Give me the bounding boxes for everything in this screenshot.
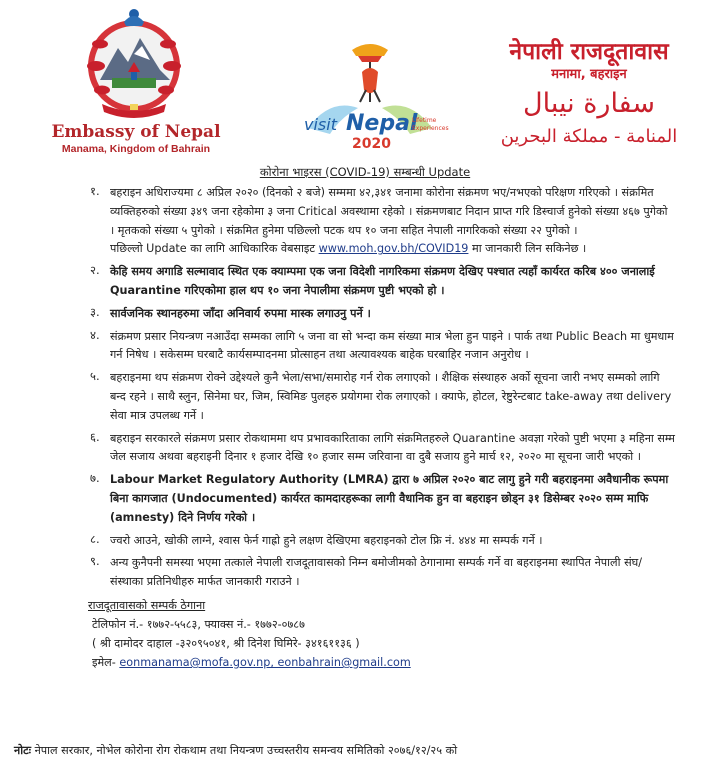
item-text: बहराइन सरकारले संक्रमण प्रसार रोकथाममा थप प्रभावकारिताका लागि संक्रमितहरुले Quarantine अवज्ञा गरेको पुष्टी भएमा ३ महिना सम्म जेल सजाय अथवा बहराइनी दिनार १ हजार देखि १० हजार सम्म जरिवाना वा दुबै सजाय हुने मार्च १२, २०२० मा सूचना जारी भएको । [110, 431, 675, 464]
embassy-arabic-title: سفارة نيبال [523, 88, 655, 119]
contact-heading: राजदूतावासको सम्पर्क ठेगाना [88, 598, 206, 612]
moh-website-link[interactable]: www.moh.gov.bh/COVID19 [318, 242, 469, 256]
notice-items [0, 184, 724, 672]
visit-nepal-2020-logo [300, 38, 449, 158]
svg-text:visit: visit [304, 115, 337, 134]
embassy-nepali-subtitle: मनामा, बहराइन [551, 67, 627, 82]
item-number: ६. [90, 429, 100, 444]
notice-item-8 [0, 532, 724, 551]
embassy-nepali-title: नेपाली राजदूतावास [509, 39, 669, 65]
logo-brand-text: Nepal [346, 111, 418, 136]
item-number: ५. [90, 369, 100, 384]
svg-text:2020: 2020 [352, 136, 391, 152]
item-text: सार्वजनिक स्थानहरुमा जाँदा अनिवार्य रुपमा मास्क लगाउनु पर्ने । [110, 306, 371, 320]
notice-item-6 [0, 430, 724, 468]
item-text: बहराइन अधिराज्यमा ८ अप्रिल २०२० (दिनको २ बजे) सम्ममा ४२,३४१ जनामा कोरोना संक्रमण भए/नभएको परिक्षण गरिएको । संक्रमित व्यक्तिहरुको संख्या ३४९ जना रहेकोमा ३ जना Critical अवस्थामा रहेको । संक्रमणबाट निदान प्राप्त गरि डिस्चार्ज हुनेको संख्या ४६७ पुगेको । मृतकको संख्या ५ पुगेको । संक्रमित हुनेमा पछिल्लो पटक थप १० जना सहित नेपाली नागरिकको संख्या २२ पुगेको । पछिल्लो Update का लागि आधिकारिक वेबसाइट www.moh.gov.bh/COVID19 मा जानकारी लिन सकिनेछ । [110, 186, 668, 256]
nepal-emblem-icon [78, 8, 190, 120]
svg-text:Lifetime: Lifetime [412, 117, 437, 124]
contact-phone-fax: टेलिफोन नं.- १७७२-५५८३, फ्याक्स नं.- १७७२-०७८७ [92, 617, 305, 631]
document-subject: कोरोना भाइरस (COVID-19) सम्बन्धी Update [259, 165, 471, 179]
notice-item-2 [0, 263, 724, 301]
note-label: नोटः [14, 744, 32, 757]
item-number: २. [90, 263, 100, 278]
item-number: ९. [90, 554, 100, 569]
contact-persons: ( श्री दामोदर दाहाल -३२०९५०४१, श्री दिनेश घिमिरे- ३४१६११३६ ) [92, 636, 360, 650]
item-text: बहराइनमा थप संक्रमण रोक्ने उद्देश्यले कुनै भेला/सभा/समारोह गर्न रोक लगाएको । शैक्षिक संस्थाहरु अर्को सूचना जारी नभए सम्मको लागि बन्द रहने । साथै स्लुन, सिनेमा घर, जिम, स्विमिङ पुलहरु प्रयोगमा रोक लगाएको । क्याफे, होटल, रेष्टुरेन्टबाट take-away तथा delivery सेवा मात्र उपलब्ध गर्ने । [110, 371, 672, 422]
notice-item-9 [0, 554, 724, 592]
item-number: ७. [90, 471, 100, 486]
email-links[interactable]: eonmanama@mofa.gov.np, eonbahrain@gmail.com [119, 655, 411, 669]
embassy-arabic-subtitle: المنامة - مملكة البحرين [500, 126, 678, 147]
item-text: केहि समय अगाडि सल्मावाद स्थित एक क्याम्पमा एक जना विदेशी नागरिकमा संक्रमण देखिए पश्चात त्यहाँ कार्यरत करिब ४०० जनालाई Quarantine गरिएकोमा हाल थप १० जना नेपालीमा संक्रमण पुष्टी भएको हो । [110, 265, 655, 297]
item-number: ४. [90, 327, 100, 342]
footer-note [14, 742, 714, 760]
email-label: इमेल- [92, 655, 116, 669]
item-text: संक्रमण प्रसार नियन्त्रण नआउँदा सम्मका लागि ५ जना वा सो भन्दा कम संख्या मात्र भेला हुन पाइने । पार्क तथा Public Beach मा धुमधाम गर्न निषेध । सकेसम्म घरबाटै कार्यसम्पादनमा प्रोत्साहन तथा अत्यावश्यक बाहेक घरबाहिर नजान अनुरोध । [110, 329, 674, 362]
item-text: Labour Market Regulatory Authority (LMRA) द्वारा ७ अप्रिल २०२० बाट लागु हुने गरी बहराइनमा अवैधानीक रूपमा बिना कागजात (Undocumented) कार्यरत कामदारहरूका लागी वैधानिक हुन वा बहराइन छोड्न ३१ डिसेम्बर २०२० सम्म माफि (amnesty) दिने निर्णय गरेको । [110, 473, 669, 524]
contact-email-row [88, 653, 688, 672]
item-text: ज्वरो आउने, खोकी लाग्ने, श्वास फेर्न गाह्रो हुने लक्षण देखिएमा बहराइनको टोल फ्रि नं. ४४४ मा सम्पर्क गर्ने । [110, 533, 543, 547]
svg-text:Experiences: Experiences [412, 125, 449, 132]
item-number: ३. [90, 304, 100, 319]
notice-item-3 [0, 305, 724, 324]
item-number: १. [90, 184, 100, 198]
item-number: ८. [90, 531, 100, 546]
embassy-english-title: Embassy of Nepal [51, 122, 221, 142]
note-text: नेपाल सरकार, नोभेल कोरोना रोग रोकथाम तथा नियन्त्रण उच्चस्तरीय समन्वय समितिको २०७६/१२/२५ को [34, 744, 458, 757]
notice-item-7 [0, 471, 724, 527]
embassy-contact-block [88, 596, 688, 672]
item-text: अन्य कुनैपनी समस्या भएमा तत्काले नेपाली राजदूतावासको निम्न बमोजीमको ठेगानामा सम्पर्क गर्ने वा बहराइनमा स्थापित नेपाली संघ/संस्थाका प्रतिनिधीहरु मार्फत जानकारी गराउने । [110, 556, 643, 589]
embassy-english-subtitle: Manama, Kingdom of Bahrain [61, 143, 211, 155]
notice-item-1 [0, 184, 724, 259]
notice-item-4 [0, 328, 724, 366]
notice-item-5 [0, 369, 724, 425]
